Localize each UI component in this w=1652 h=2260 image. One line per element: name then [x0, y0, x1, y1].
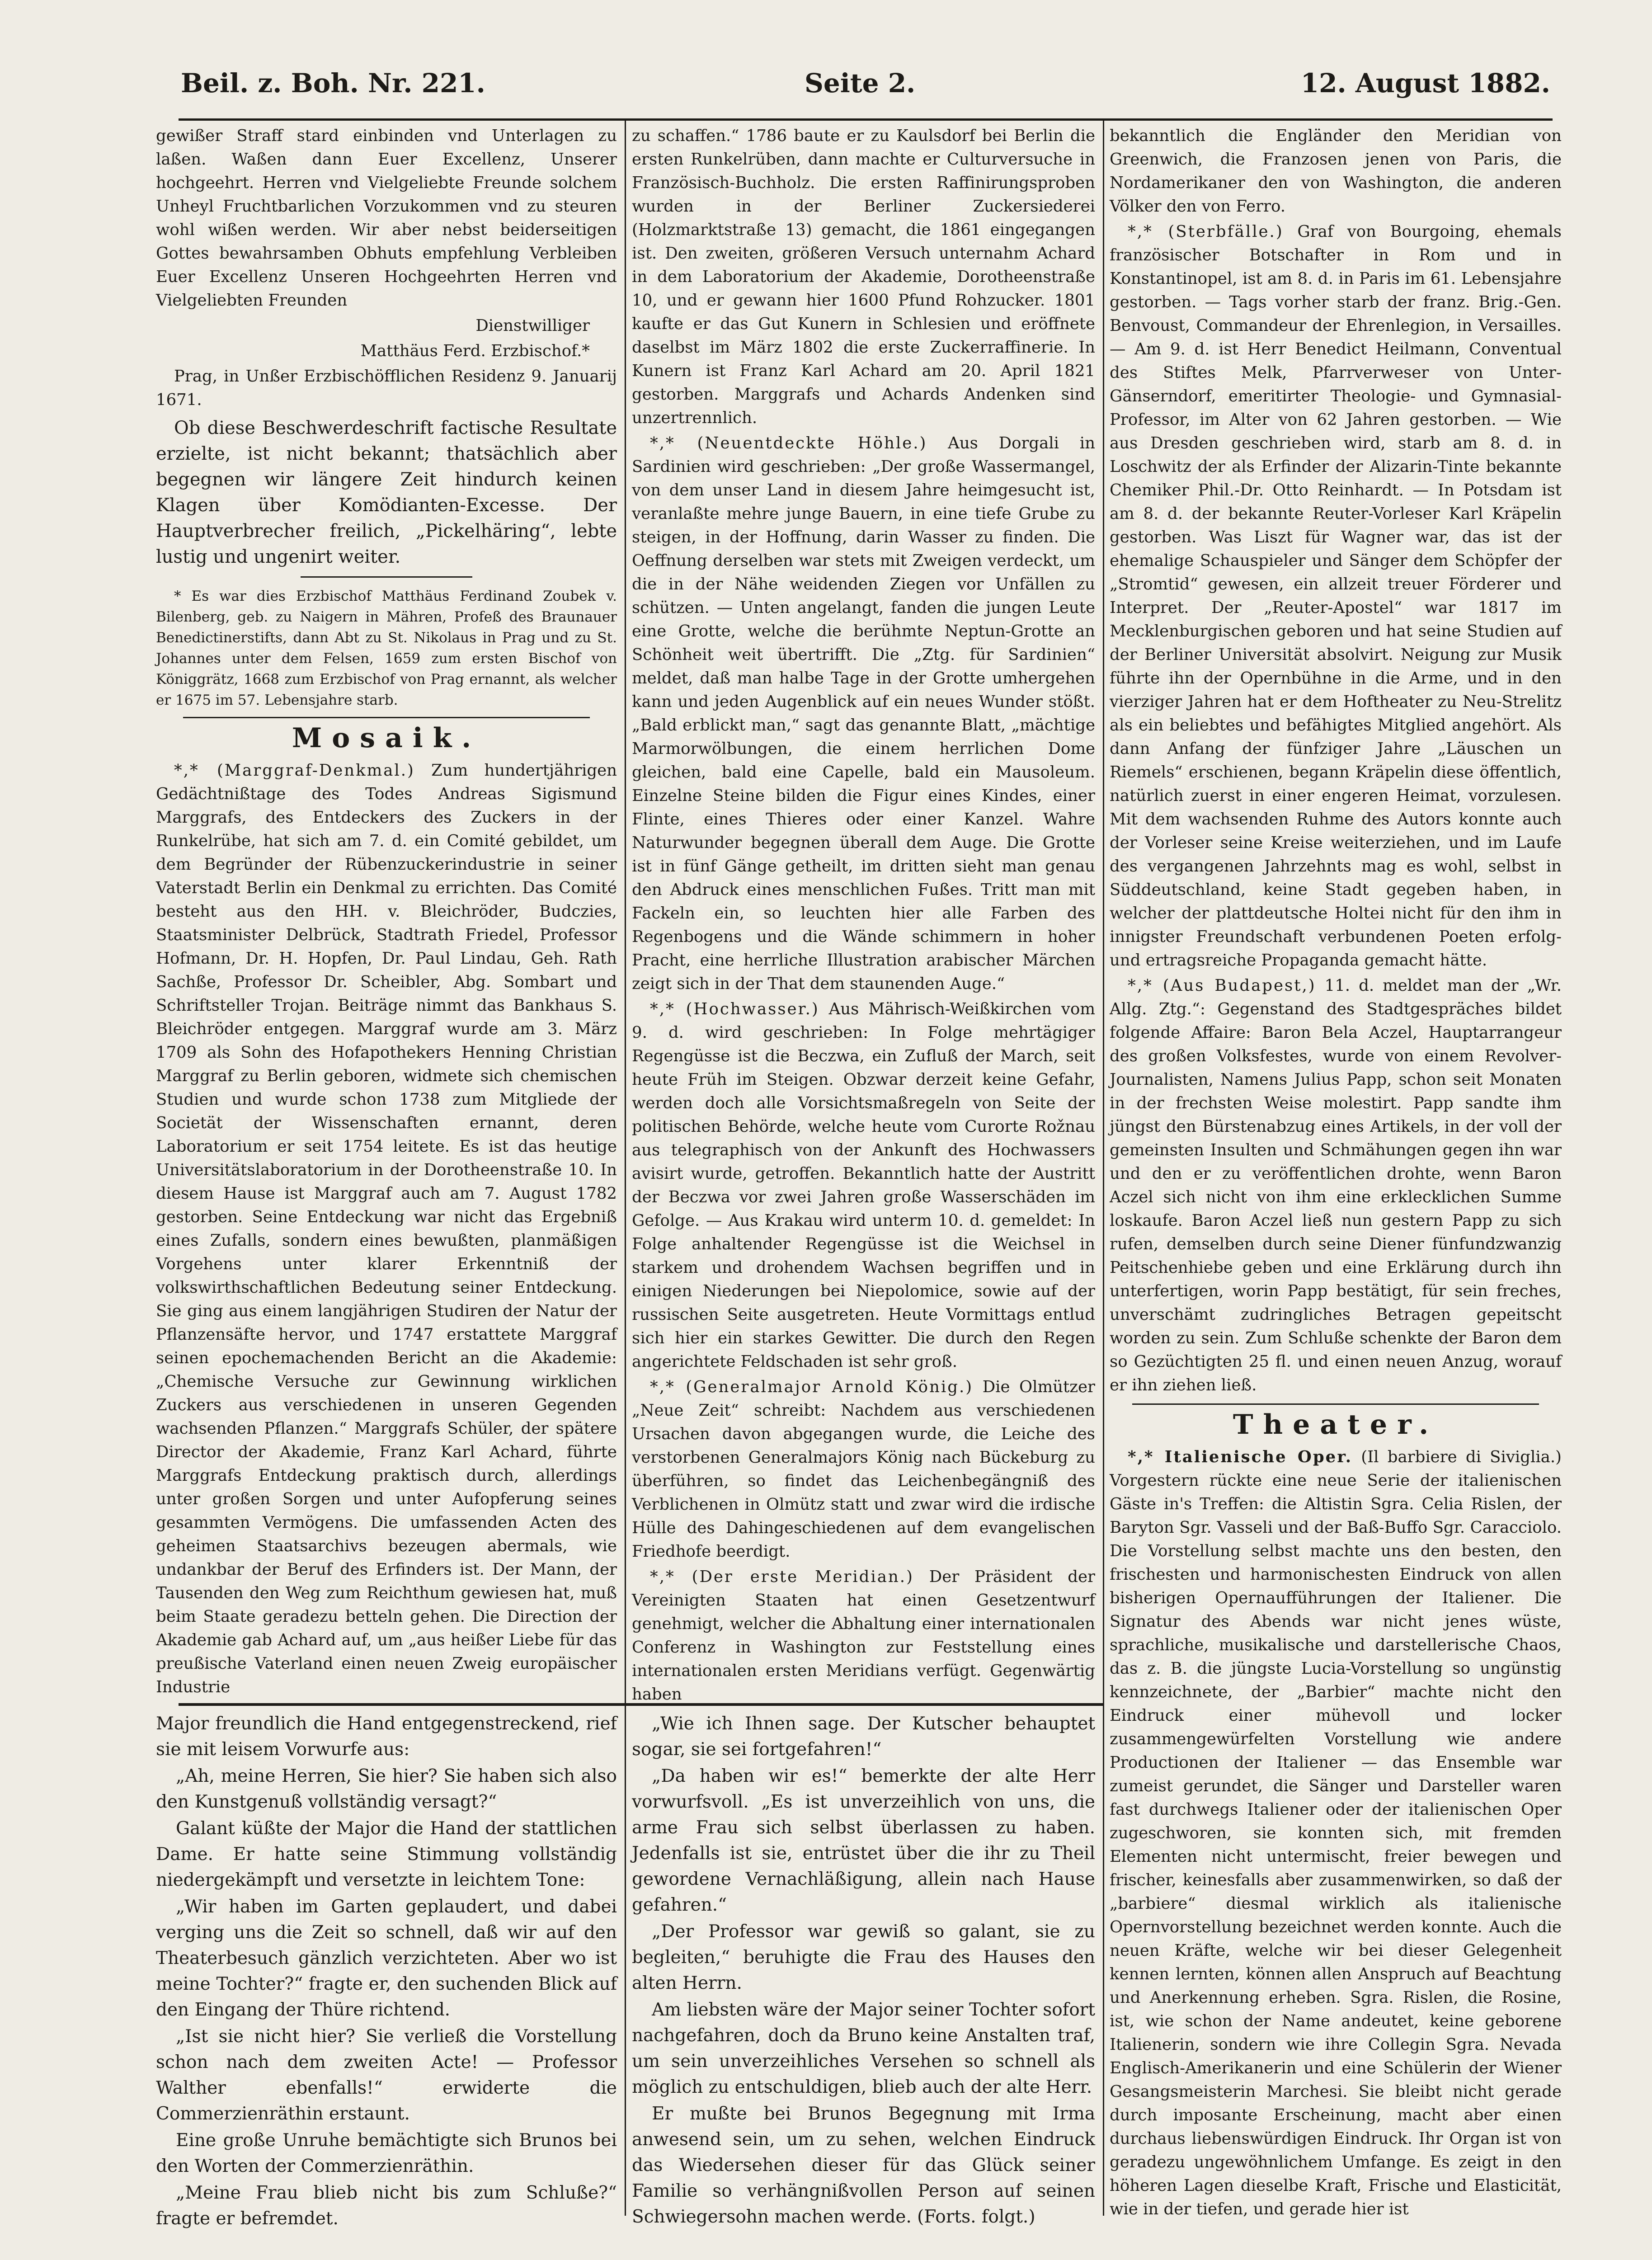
feuilleton-column-1 — [156, 1711, 617, 2229]
column-3 — [1110, 124, 1562, 2218]
news-item — [632, 1375, 1095, 1563]
letter-closing: Dienstwilliger — [475, 316, 590, 335]
column-divider-1 — [625, 118, 626, 2216]
section-title-mosaik: Mosaik. — [292, 722, 481, 754]
news-item-text: bekanntlich die Engländer den Meridian von Greenwich, die Franzosen jenen von Paris, die Nordamerikaner den von Washington, die anderen Völker den von Ferro. — [1110, 127, 1562, 216]
news-item-text: zu schaffen.“ 1786 baute er zu Kaulsdorf bei Berlin die ersten Runkelrüben, dann machte er Culturversuche in Französisch-Buchholz. Die ersten Raffinirungsproben wurden in der Berliner Zuckersiederei (Holzmarktstraße 13) gemacht, die 1861 eingegangen ist. Den zweiten, größeren Versuch unternahm Achard in dem Laboratorium der Akademie, Dorotheenstraße 10, und er gewann hier 1600 Pfund Rohzucker. 1801 kaufte er das Gut Kunern in Schlesien und eröffnete daselbst im März 1802 die erste Zuckerraffinerie. In Kunern ist Franz Karl Achard am 20. April 1821 gestorben. Marggrafs und Achards Andenken sind unzertrennlich. — [632, 127, 1095, 427]
serial-paragraph: „Da haben wir es!“ bemerkte der alte Herr vorwurfsvoll. „Es ist unverzeihlich von uns, die arme Frau sich selbst überlassen zu haben. Jedenfalls ist sie, entrüstet über die ihr zu Theil gewordene Vernachläßigung, allein nach Hause gefahren.“ — [632, 1766, 1095, 1915]
serial-paragraph: „Meine Frau blieb nicht bis zum Schluße?“ fragte er befremdet. — [156, 2183, 617, 2229]
column-divider-2 — [1103, 118, 1104, 2216]
serial-paragraph: „Wir haben im Garten geplaudert, und dabei verging uns die Zeit so schnell, daß wir auf den Theaterbesuch gänzlich verzichteten. Aber wo ist meine Tochter?“ fragte er, den suchenden Blick auf den Eingang der Thüre richtend. — [156, 1897, 617, 2020]
footnote: * Es war dies Erzbischof Matthäus Ferdinand Zoubek v. Bilenberg, geb. zu Naigern in Mähren, Profeß des Braunauer Benedictinerstifts, dann Abt zu St. Nikolaus in Prag und zu St. Johannes unter dem Felsen, 1659 zum ersten Bischof von Königgrätz, 1668 zum Erzbischof von Prag ernannt, als welcher er 1675 im 57. Lebensjahre starb. — [156, 588, 617, 708]
letter-text: gewißer Straff stard einbinden vnd Unterlagen zu laßen. Waßen dann Euer Excellenz, Unserer hochgeehrt. Herren vnd Vielgeliebte Freunde solchem Unheyl Fruchtbarlichen Vorzukommen vnd zu steuren wohl wißen werden. Wir aber nebst beiderseitigen Gottes bewahrsamben Obhuts empfehlung Verbleiben Euer Excellenz Unseren Hochgeehrten Herren vnd Vielgeliebten Freunden — [156, 127, 617, 310]
section-title-theater: Theater. — [1233, 1409, 1439, 1441]
news-item-lead: *,* (Sterbfälle.) — [1128, 222, 1284, 241]
footnote-rule — [301, 576, 472, 578]
section-rule — [183, 717, 590, 718]
news-item — [1110, 974, 1562, 1397]
column-1 — [156, 124, 617, 1697]
news-item — [632, 432, 1095, 996]
serial-paragraph: Major freundlich die Hand entgegenstreckend, rief sie mit leisem Vorwurfe aus: — [156, 1714, 617, 1760]
serial-paragraph: Am liebsten wäre der Major seiner Tochter sofort nachgefahren, doch da Bruno keine Anstalten traf, um sein unverzeihliches Versehen so schnell als möglich zu entschuldigen, blieb auch der alte Herr. — [632, 2000, 1095, 2097]
news-item-text: Zum hundertjährigen Gedächtnißtage des Todes Andreas Sigismund Marggrafs, des Entdeckers des Zuckers in der Runkelrübe, hat sich am 7. d. ein Comité gebildet, um dem Begründer der Rübenzuckerindustrie in seiner Vaterstadt Berlin ein Denkmal zu errichten. Das Comité besteht aus den HH. v. Bleichröder, Budczies, Staatsminister Delbrück, Stadtrath Friedel, Professor Hofmann, Dr. H. Hopfen, Dr. Paul Lindau, Geh. Rath Sachße, Professor Dr. Scheibler, Abg. Sombart und Schriftsteller Trojan. Beiträge nimmt das Bankhaus S. Bleichröder entgegen. Marggraf wurde am 3. März 1709 als Sohn des Hofapothekers Henning Christian Marggraf zu Berlin geboren, widmete sich chemischen Studien und wurde schon 1738 zum Mitgliede der Societät der Wissenschaften ernannt, deren Laboratorium er seit 1754 leitete. Es ist das heutige Universitätslaboratorium in der Dorotheenstraße 10. In diesem Hause ist Marggraf auch am 7. August 1782 gestorben. Seine Entdeckung war nicht das Ergebniß eines Zufalls, sondern eines bewußten, planmäßigen Vorgehens unter klarer Erkenntniß der volkswirthschaftlichen Bedeutung seiner Entdeckung. Sie ging aus einem langjährigen Studiren der Natur der Pflanzensäfte hervor, und 1747 erstattete Marggraf seinen epochemachenden Bericht an die Akademie: „Chemische Versuche zur Gewinnung wirklichen Zuckers aus verschiedenen in unseren Gegenden wachsenden Pflanzen.“ Marggrafs Schüler, der spätere Director der Akademie, Franz Karl Achard, führte Marggrafs Entdeckung praktisch durch, allerdings unter großen Sorgen und unter Aufopferung seines gesammten Vermögens. Die umfassenden Acten des geheimen Staatsarchivs bezeugen abermals, wie undankbar der Beruf des Erfinders ist. Der Mann, der Tausenden den Weg zum Reichthum gewiesen hat, muß beim Staate geradezu betteln gehen. Die Direction der Akademie gab Achard auf, um „aus heißer Liebe für das preußische Vaterland einen neuen Zweig europäischer Industrie — [156, 761, 617, 1696]
news-item-text: Aus Dorgali in Sardinien wird geschrieben: „Der große Wassermangel, von dem unser Land in diesem Jahre heimgesucht ist, veranlaßte mehre junge Bauern, in eine tiefe Grube zu steigen, in der Hoffnung, darin Wasser zu finden. Die Oeffnung derselben war stets mit Zweigen verdeckt, um die in der Nähe weidenden Ziegen vor Unfällen zu schützen. — Unten angelangt, fanden die jungen Leute eine Grotte, welche die berühmte Neptun-Grotte an Schönheit weit übertrifft. Die „Ztg. für Sardinien“ meldet, daß man halbe Tage in der Grotte umhergehen kann und jeden Augenblick auf ein neues Wunder stößt. „Bald erblickt man,“ sagt das genannte Blatt, „mächtige Marmorwölbungen, die einem herrlichen Dome gleichen, bald eine Capelle, bald ein Mausoleum. Einzelne Steine bilden die Figur eines Kindes, einer Flinte, eines Thieres oder einer Kanzel. Wahre Naturwunder begegnen überall dem Auge. Die Grotte ist in fünf Gänge getheilt, im dritten sieht man genau den Abdruck eines menschlichen Fußes. Tritt man mit Fackeln ein, so leuchten hier alle Farben des Regenbogens und die Wände schimmern in hoher Pracht, eine herrliche Illustration arabischer Märchen zeigt sich in der That dem staunenden Auge.“ — [632, 434, 1095, 993]
serial-paragraph: Galant küßte der Major die Hand der stattlichen Dame. Er hatte seine Stimmung vollständig niedergekämpft und versetzte in leichtem Tone: — [156, 1818, 617, 1890]
letter-signature: Matthäus Ferd. Erzbischof.* — [360, 342, 590, 360]
serial-paragraph: „Wie ich Ihnen sage. Der Kutscher behauptet sogar, sie sei fortgefahren!“ — [632, 1714, 1095, 1760]
news-item-lead: *,* (Marggraf-Denkmal.) — [174, 761, 415, 780]
header-issue: Beil. z. Boh. Nr. 221. — [181, 68, 485, 99]
news-item — [1110, 220, 1562, 972]
header-rule — [179, 118, 1553, 121]
news-item — [632, 998, 1095, 1374]
news-item-lead: *,* (Der erste Meridian.) — [650, 1568, 914, 1586]
news-item-text: Die Olmützer „Neue Zeit“ schreibt: Nachdem aus verschiedenen Ursachen davon abgegangen wurde, die Leiche des verstorbenen Generalmajors König nach Bückeburg zu überführen, so findet das Leichenbegängniß des Verblichenen in Olmütz statt und zwar wird die irdische Hülle des Dahingeschiedenen auf dem evangelischen Friedhofe beerdigt. — [632, 1378, 1095, 1561]
news-item-text: 11. d. meldet man der „Wr. Allg. Ztg.“: Gegenstand des Stadtgespräches bildet folgende Affaire: Baron Bela Aczel, Hauptarrangeur des großen Volksfestes, wurde von einem Revolver-Journalisten, Namens Julius Papp, schon seit Monaten in der frechsten Weise molestirt. Papp sandte ihm jüngst den Bürstenabzug eines Artikels, in der voll der gemeinsten Insulten und Schmähungen gegen ihn war und den er zu veröffentlichen drohte, wenn Baron Aczel sich nicht von ihm eine erklecklichen Summe loskaufe. Baron Aczel ließ nun gestern Papp zu sich rufen, demselben durch seine Diener fünfundzwanzig Peitschenhiebe geben und eine Erklärung durch ihn unterfertigen, worin Papp bestätigt, für sein freches, unverschämt zudringliches Betragen gepeitscht worden zu sein. Zum Schluße schenkte der Baron dem so Gezüchtigten 25 fl. und einen neuen Anzug, worauf er ihn ziehen ließ. — [1110, 976, 1562, 1394]
header-date: 12. August 1882. — [1300, 68, 1550, 99]
news-item-lead: *,* (Generalmajor Arnold König.) — [650, 1378, 974, 1396]
serial-paragraph: Er mußte bei Brunos Begegnung mit Irma anwesend sein, um zu sehen, welchen Eindruck das Wiedersehen dieser für das Glück seiner Familie so verhängnißvollen Person auf seinen Schwiegersohn machen werde. (Forts. folgt.) — [632, 2104, 1095, 2227]
section-rule — [1132, 1403, 1539, 1405]
feuilleton-column-2 — [632, 1711, 1095, 2227]
news-item-lead: *,* (Aus Budapest,) — [1128, 976, 1316, 995]
review — [1110, 1445, 1562, 2221]
header-page-number: Seite 2. — [805, 68, 916, 99]
news-item-lead: *,* (Hochwasser.) — [650, 1000, 819, 1018]
page-header — [181, 63, 1550, 108]
news-item-text: Graf von Bourgoing, ehemals französischer Botschafter in Rom und in Konstantinopel, ist am 8. d. in Paris im 61. Lebensjahre gestorben. — Tags vorher starb der franz. Brig.-Gen. Benvoust, Commandeur der Ehrenlegion, in Versailles. — Am 9. d. ist Herr Benedict Heilmann, Conventual des Stiftes Melk, Pfarrverweser von Unter-Gänserndorf, emeritirter Theologie- und Gymnasial-Professor, im Alter von 62 Jahren gestorben. — Wie aus Dresden geschrieben wird, starb am 8. d. in Loschwitz der als Erfinder der Alizarin-Tinte bekannte Chemiker Phil.-Dr. Otto Reinhardt. — In Potsdam ist am 8. d. der bekannte Reuter-Vorleser Karl Kräpelin gestorben. Was Liszt für Wagner war, das ist der ehemalige Schauspieler und Sänger dem Schöpfer der „Stromtid“ gewesen, ein allzeit treuer Förderer und Interpret. Der „Reuter-Apostel“ war 1817 im Mecklenburgischen geboren und hat seine Studien auf der Berliner Universität absolvirt. Neigung zur Musik führte ihn der Opernbühne in die Arme, und in den vierziger Jahren hat er dem Hoftheater zu Neu-Strelitz als ein beliebtes und befähigtes Mitglied angehört. Als dann Anfang der fünfziger Jahre „Läuschen un Riemels“ erschienen, begann Kräpelin diese öffentlich, natürlich zuerst in einer engeren Heimat, vorzulesen. Mit dem wachsenden Ruhme des Autors konnte auch der Vorleser seine Kreise weiterziehen, und im Laufe des vergangenen Jahrzehnts mag es wohl, selbst in Süddeutschland, keine Stadt gegeben haben, in welcher der plattdeutsche Holtei nicht für den ihm in innigster Freundschaft verbundenen Poeten erfolg- und ertragsreiche Propaganda gemacht hätte. — [1110, 222, 1562, 970]
review-lead: *,* Italienische Oper. — [1128, 1448, 1353, 1466]
news-item-lead: *,* (Neuentdeckte Höhle.) — [650, 434, 927, 452]
serial-paragraph: „Ah, meine Herren, Sie hier? Sie haben sich also den Kunstgenuß vollständig versagt?“ — [156, 1766, 617, 1812]
serial-paragraph: „Ist sie nicht hier? Sie verließ die Vorstellung schon nach dem zweiten Acte! — Professor Walther ebenfalls!“ erwiderte die Commerzienräthin erstaunt. — [156, 2026, 617, 2124]
news-item — [156, 759, 617, 1699]
column-2 — [632, 124, 1096, 1704]
article-paragraph: Ob diese Beschwerdeschrift factische Resultate erzielte, ist nicht bekannt; thatsächlich aber begegnen wir längere Zeit hindurch keinen Klagen über Komödianten-Excesse. Der Hauptverbrecher freilich, „Pickelhäring“, lebte lustig und ungenirt weiter. — [156, 418, 617, 567]
news-item-text: Der Präsident der Vereinigten Staaten hat einen Gesetzentwurf genehmigt, welcher die Abhaltung einer internationalen Conferenz in Washington zur Feststellung eines internationalen ersten Meridians verfügt. Gegenwärtig haben — [632, 1568, 1096, 1704]
review-text: (Il barbiere di Siviglia.) Vorgestern rückte eine neue Serie der italienischen Gäste in's Treffen: die Altistin Sgra. Celia Rislen, der Baryton Sgr. Vasseli und der Baß-Buffo Sgr. Caracciolo. Die Vorstellung selbst machte uns den besten, den frischesten und harmonischesten Eindruck von allen bisherigen Opernaufführungen der Italiener. Die Signatur des Abends war nicht jenes wüste, sprachliche, musikalische und darstellerische Chaos, das z. B. die jüngste Lucia-Vorstellung so ungünstig kennzeichnete, der „Barbier“ machte nicht den Eindruck einer mühevoll und locker zusammengewürfelten Vorstellung wie andere Productionen der Italiener — das Ensemble war zumeist gerundet, die Sänger und Darsteller waren fast durchwegs Italiener oder der italienischen Oper zugeschworen, sie konnten sich, mit fremden Elementen nicht untermischt, freier bewegen und frischer, keinesfalls aber zusammenwirken, so daß der „barbiere“ diesmal wirklich als italienische Opernvorstellung bezeichnet werden konnte. Auch die neuen Kräfte, welche wir bei dieser Gelegenheit kennen lernten, können allen Anspruch auf Beachtung und Anerkennung erheben. Sgra. Rislen, die Rosine, ist, wie schon der Name andeutet, keine geborene Italienerin, sondern wie ihre Collegin Sgra. Nevada Englisch-Amerikanerin und eine Schülerin der Wiener Gesangsmeisterin Marchesi. Sie bleibt nicht gerade durch imposante Erscheinung, macht aber einen durchaus liebenswürdigen Eindruck. Ihr Organ ist von geradezu ungewöhnlichem Umfange. Es zeigt in den höheren Lagen dieselbe Kraft, Frische und Elasticität, wie in der tiefen, und gerade hier ist — [1110, 1448, 1562, 2218]
letter-place-date: Prag, in Unßer Erzbischöfflichen Residenz 9. Januarij 1671. — [156, 367, 617, 409]
news-item-text: Aus Mährisch-Weißkirchen vom 9. d. wird geschrieben: In Folge mehrtägiger Regengüsse ist die Beczwa, ein Zufluß der March, seit heute Früh im Steigen. Obzwar derzeit keine Gefahr, werden doch alle Vorsichtsmaßregeln von Seite der politischen Behörde, welche heute vom Curorte Rožnau aus telegraphisch von der Ankunft des Hochwassers avisirt wurde, getroffen. Bekanntlich hatte der Austritt der Beczwa vor zwei Jahren große Wasserschäden im Gefolge. — Aus Krakau wird unterm 10. d. gemeldet: In Folge anhaltender Regengüsse ist die Weichsel in starkem und drohendem Wachsen begriffen und in einigen Niederungen bei Niepolomice, sowie auf der russischen Seite ausgetreten. Heute Vormittags entlud sich hier ein starkes Gewitter. Die durch den Regen angerichtete Feldschaden ist sehr groß. — [632, 1000, 1095, 1371]
serial-paragraph: „Der Professor war gewiß so galant, sie zu begleiten,“ beruhigte die Frau des Hauses den alten Herrn. — [632, 1921, 1095, 1993]
news-item — [632, 1565, 1095, 1706]
serial-paragraph: Eine große Unruhe bemächtigte sich Brunos bei den Worten der Commerzienräthin. — [156, 2130, 617, 2176]
